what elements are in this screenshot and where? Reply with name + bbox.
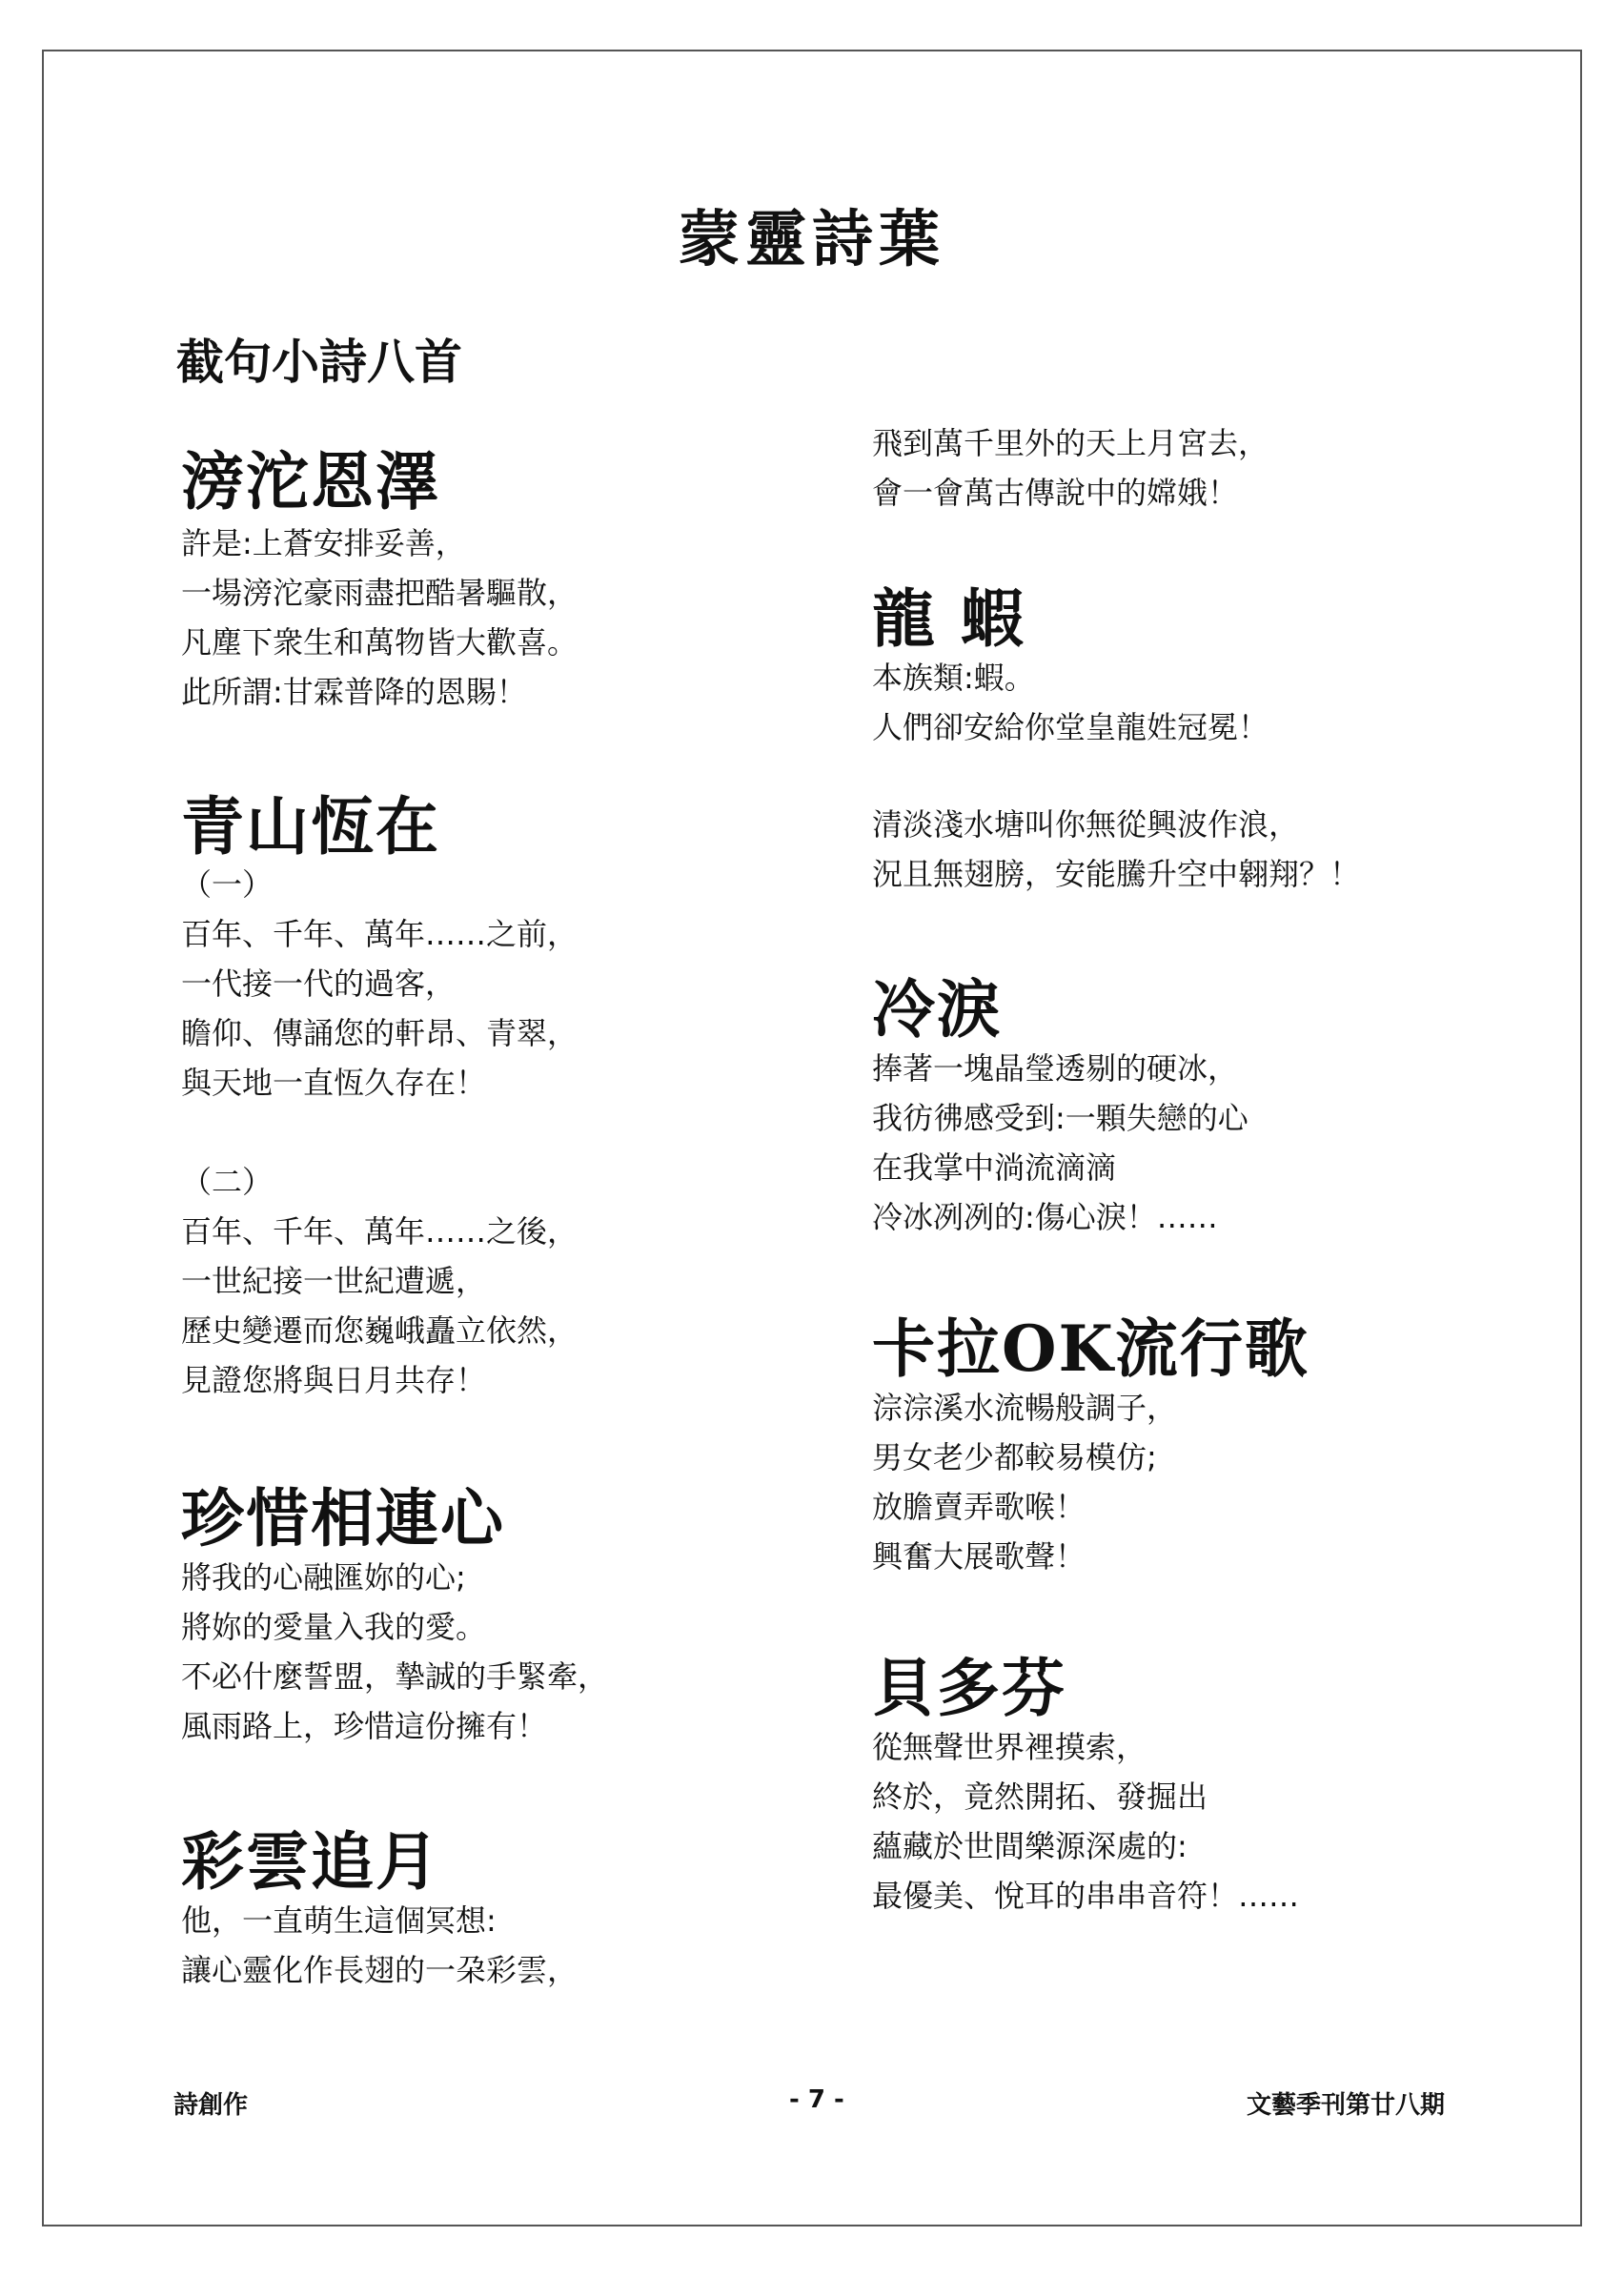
- poem-line: 從無聲世界裡摸索，: [872, 1729, 1147, 1765]
- poem-title: 滂沱恩澤: [181, 444, 440, 518]
- page-title: 蒙靈詩葉: [679, 204, 945, 275]
- poem-title: 彩雲追月: [181, 1824, 440, 1899]
- poem-line: 清淡淺水塘叫你無從興波作浪，: [872, 806, 1300, 843]
- poem-line: 放膽賣弄歌喉！: [872, 1489, 1086, 1525]
- poem-line: 一場滂沱豪雨盡把酷暑驅散，: [181, 575, 579, 611]
- poem-title: 青山恆在: [181, 789, 440, 864]
- footer-publication: 文藝季刊第廿八期: [1247, 2091, 1446, 2120]
- poem-line: 最優美、悅耳的串串音符！……: [872, 1878, 1300, 1914]
- poem-line: 百年、千年、萬年……之前，: [181, 916, 579, 952]
- poem-line: 將妳的愛量入我的愛。: [181, 1609, 487, 1645]
- page-number: - 7 -: [789, 2085, 844, 2114]
- poem-title: 冷淚: [872, 972, 1002, 1047]
- poem-line: 將我的心融匯妳的心;: [181, 1559, 466, 1596]
- poem-line: 一世紀接一世紀遭遞，: [181, 1263, 487, 1299]
- poem-line: 人們卻安給你堂皇龍姓冠冕！: [872, 709, 1269, 745]
- poem-part-label: （二）: [181, 1164, 274, 1200]
- poem-line: 冷冰冽冽的:傷心淚！……: [872, 1199, 1218, 1235]
- poem-line: 捧著一塊晶瑩透剔的硬冰，: [872, 1050, 1239, 1087]
- poem-title: 卡拉OK流行歌: [872, 1311, 1309, 1386]
- poem-line: 飛到萬千里外的天上月宮去，: [872, 425, 1269, 461]
- poem-line: 許是:上蒼安排妥善，: [181, 525, 466, 561]
- poem-line: 蘊藏於世間樂源深處的:: [872, 1828, 1188, 1864]
- poem-line: 此所謂:甘霖普降的恩賜！: [181, 674, 527, 710]
- poem-title: 龍 蝦: [872, 581, 1025, 656]
- poem-line: 歷史變遷而您巍峨矗立依然，: [181, 1312, 579, 1349]
- series-title: 截句小詩八首: [176, 335, 462, 390]
- poem-line: 會一會萬古傳說中的嫦娥！: [872, 475, 1239, 511]
- poem-line: 風雨路上，珍惜這份擁有！: [181, 1708, 548, 1744]
- poem-line: 一代接一代的過客，: [181, 966, 457, 1002]
- poem-line: 在我掌中淌流滴滴: [872, 1149, 1117, 1186]
- poem-line: 況且無翅膀，安能騰升空中翱翔？！: [872, 856, 1361, 892]
- poem-line: 淙淙溪水流暢般調子，: [872, 1390, 1178, 1426]
- poem-line: 我彷彿感受到:一顆失戀的心: [872, 1100, 1248, 1136]
- poem-title: 珍惜相連心: [181, 1481, 505, 1555]
- poem-line: 他，一直萌生這個冥想:: [181, 1902, 497, 1939]
- poem-part-label: （一）: [181, 866, 274, 903]
- poem-line: 與天地一直恆久存在！: [181, 1065, 487, 1101]
- poem-line: 男女老少都較易模仿;: [872, 1439, 1157, 1475]
- poem-line: 終於，竟然開拓、發掘出: [872, 1779, 1208, 1815]
- poem-line: 讓心靈化作長翅的一朶彩雲，: [181, 1952, 579, 1988]
- poem-line: 百年、千年、萬年……之後，: [181, 1213, 579, 1250]
- poem-line: 本族類:蝦。: [872, 660, 1035, 696]
- footer-section: 詩創作: [173, 2091, 249, 2120]
- poem-line: 凡塵下衆生和萬物皆大歡喜。: [181, 624, 579, 661]
- poem-line: 瞻仰、傳誦您的軒昂、青翠，: [181, 1015, 579, 1051]
- poem-line: 興奮大展歌聲！: [872, 1538, 1086, 1575]
- poem-line: 見證您將與日月共存！: [181, 1362, 487, 1398]
- poem-title: 貝多芬: [872, 1651, 1066, 1725]
- poem-line: 不必什麼誓盟，摯誠的手緊牽，: [181, 1658, 609, 1695]
